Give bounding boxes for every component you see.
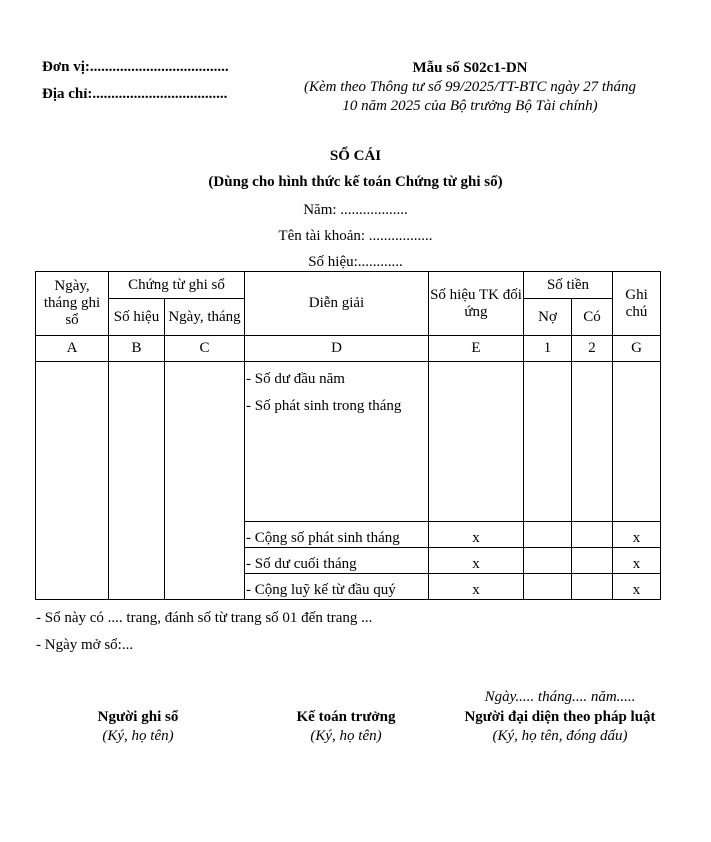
account-code-field: Số hiệu:............ [308,254,403,270]
header-amount-group: Số tiền [524,272,613,299]
contra-cell: x [429,522,524,548]
header-description: Diễn giải [245,272,429,336]
ledger-table [35,271,661,600]
form-code: Mẫu số S02c1-DN [412,60,528,76]
voucher-number-cell [109,362,165,600]
code-cell: 2 [572,336,613,362]
period-transactions-line: - Số phát sinh trong tháng [246,398,402,414]
header-voucher-number: Số hiệu [109,299,165,336]
note-cell: x [613,574,661,600]
open-date-note: - Ngày mở sổ:... [36,637,134,653]
code-cell: C [165,336,245,362]
signature-bookkeeper [38,708,238,746]
credit-cell [572,362,613,522]
description-cell [245,362,429,522]
signature-chief-accountant [246,708,446,746]
code-cell: A [36,336,109,362]
address-label: Địa chỉ:.................................... [42,86,228,102]
debit-cell [524,574,572,600]
chief-accountant-title: Kế toán trưởng [296,709,396,725]
contra-cell: x [429,574,524,600]
note-cell: x [613,548,661,574]
code-cell: B [109,336,165,362]
signature-legal-rep [440,708,680,746]
code-row [36,336,661,362]
code-cell: E [429,336,524,362]
header-date: Ngày, tháng ghi sổ [36,272,109,336]
table-row [36,362,661,522]
date-cell [36,362,109,600]
debit-cell [524,548,572,574]
chief-accountant-hint: (Ký, họ tên) [310,728,382,744]
form-info [270,59,670,116]
note-cell: x [613,522,661,548]
header-note: Ghi chú [613,272,661,336]
code-cell: D [245,336,429,362]
year-field: Năm: .................. [303,202,408,218]
account-name-field: Tên tài khoản: ................. [278,228,433,244]
page-title: SỔ CÁI [329,148,382,164]
header-debit: Nợ [524,299,572,336]
opening-balance-line: - Số dư đầu năm [246,371,345,387]
page-subtitle: (Dùng cho hình thức kế toán Chứng từ ghi sổ) [208,174,503,190]
header-credit: Có [572,299,613,336]
header-voucher-group: Chứng từ ghi sổ [109,272,245,299]
form-note-line1: (Kèm theo Thông tư số 99/2025/TT-BTC ngày 27 tháng [303,79,637,95]
signature-date-line: Ngày..... tháng.... năm..... [484,689,636,705]
debit-cell [524,522,572,548]
contra-cell [429,362,524,522]
voucher-date-cell [165,362,245,600]
form-note-line2: 10 năm 2025 của Bộ trưởng Bộ Tài chính) [342,98,598,114]
legal-rep-hint: (Ký, họ tên, đóng dấu) [492,728,628,744]
unit-label: Đơn vị:..................................... [42,59,229,75]
description-cell: - Cộng luỹ kế từ đầu quý [245,574,429,600]
pages-note: - Sổ này có .... trang, đánh số từ trang số 01 đến trang ... [36,610,373,626]
credit-cell [572,574,613,600]
bookkeeper-title: Người ghi sổ [97,709,179,725]
code-cell: G [613,336,661,362]
header-contra-account: Số hiệu TK đối ứng [429,272,524,336]
code-cell: 1 [524,336,572,362]
credit-cell [572,522,613,548]
contra-cell: x [429,548,524,574]
note-cell [613,362,661,522]
debit-cell [524,362,572,522]
description-cell: - Số dư cuối tháng [245,548,429,574]
header-voucher-date: Ngày, tháng [165,299,245,336]
description-cell: - Cộng số phát sinh tháng [245,522,429,548]
bookkeeper-hint: (Ký, họ tên) [102,728,174,744]
legal-rep-title: Người đại diện theo pháp luật [464,709,656,725]
credit-cell [572,548,613,574]
